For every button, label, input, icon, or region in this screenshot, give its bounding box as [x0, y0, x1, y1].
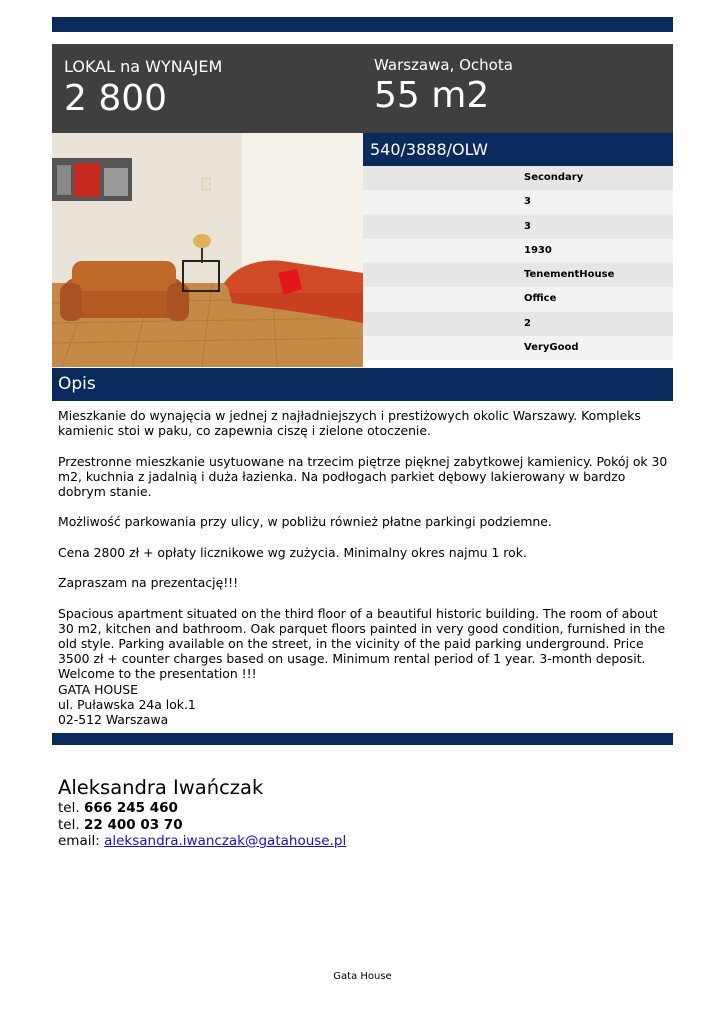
tel-label: tel.	[58, 816, 80, 833]
property-row: VeryGood	[363, 336, 673, 360]
bottom-decorative-bar	[52, 733, 673, 745]
agent-phone-2: 22 400 03 70	[83, 816, 183, 833]
listing-price: 2 800	[64, 78, 168, 119]
listing-location: Warszawa, Ochota	[374, 56, 513, 74]
reference-bar	[363, 133, 673, 166]
description-paragraph: Zapraszam na prezentację!!!	[58, 575, 239, 591]
reference-number: 540/3888/OLW	[370, 140, 488, 159]
description-section-bar	[52, 368, 673, 401]
email-label: email:	[58, 833, 100, 849]
agent-phone-line-1	[58, 800, 346, 817]
description-paragraph: Cena 2800 zł + opłaty licznikowe wg zużycia. Minimalny okres najmu 1 rok.	[58, 544, 527, 560]
description-body	[58, 408, 668, 727]
section-title: Opis	[58, 374, 96, 394]
listing-type: LOKAL na WYNAJEM	[64, 57, 223, 76]
living-room-image	[52, 133, 363, 367]
property-row: 2	[363, 312, 673, 336]
property-details-list	[363, 166, 673, 360]
property-photo	[52, 133, 363, 367]
listing-area: 55 m2	[374, 75, 490, 116]
top-decorative-bar	[52, 17, 673, 32]
description-paragraph: Możliwość parkowania przy ulicy, w pobliżu również płatne parkingi podziemne.	[58, 514, 552, 530]
property-row: Secondary	[363, 166, 673, 190]
company-city: 02-512 Warszawa	[58, 711, 169, 727]
property-row: 3	[363, 215, 673, 239]
description-paragraph: Mieszkanie do wynajęcia w jednej z najładniejszych i prestiżowych okolic Warszawy. Kompleks kamienic stoi w paku, co zapewnia ciszę i zielone otoczenie.	[58, 408, 641, 439]
property-row: 1930	[363, 239, 673, 263]
footer-text: Gata House	[333, 971, 392, 982]
agent-phone-line-2	[58, 817, 346, 834]
listing-header	[52, 44, 673, 133]
agent-contact	[58, 776, 346, 850]
property-row: TenementHouse	[363, 263, 673, 287]
company-name: GATA HOUSE	[58, 681, 138, 697]
property-row: 3	[363, 190, 673, 214]
tel-label: tel.	[58, 800, 80, 816]
description-paragraph: Przestronne mieszkanie usytuowane na trzecim piętrze pięknej zabytkowej kamienicy. Pokój ok 30 m2, kuchnia z jadalnią i duża łazienka. Na podłogach parkiet dębowy lakierowany w bardzo dobrym stanie.	[58, 453, 668, 499]
property-row: Office	[363, 287, 673, 311]
agent-name: Aleksandra Iwańczak	[58, 776, 264, 799]
description-paragraph: Spacious apartment situated on the third floor of a beautiful historic building. The room of about 30 m2, kitchen and bathroom. Oak parquet floors painted in very good condition, furnished in the old style. Parking available on the street, in the vicinity of the paid parking underground. Price 3500 zł + counter charges based on usage. Minimum rental period of 1 year. 3-month deposit. Welcome to the presentation !!!	[58, 605, 666, 682]
agent-phone-1: 666 245 460	[83, 800, 178, 816]
agent-email-line	[58, 833, 346, 850]
company-street: ul. Puławska 24a lok.1	[58, 696, 196, 712]
agent-email-link[interactable]: aleksandra.iwanczak@gatahouse.pl	[104, 833, 347, 849]
